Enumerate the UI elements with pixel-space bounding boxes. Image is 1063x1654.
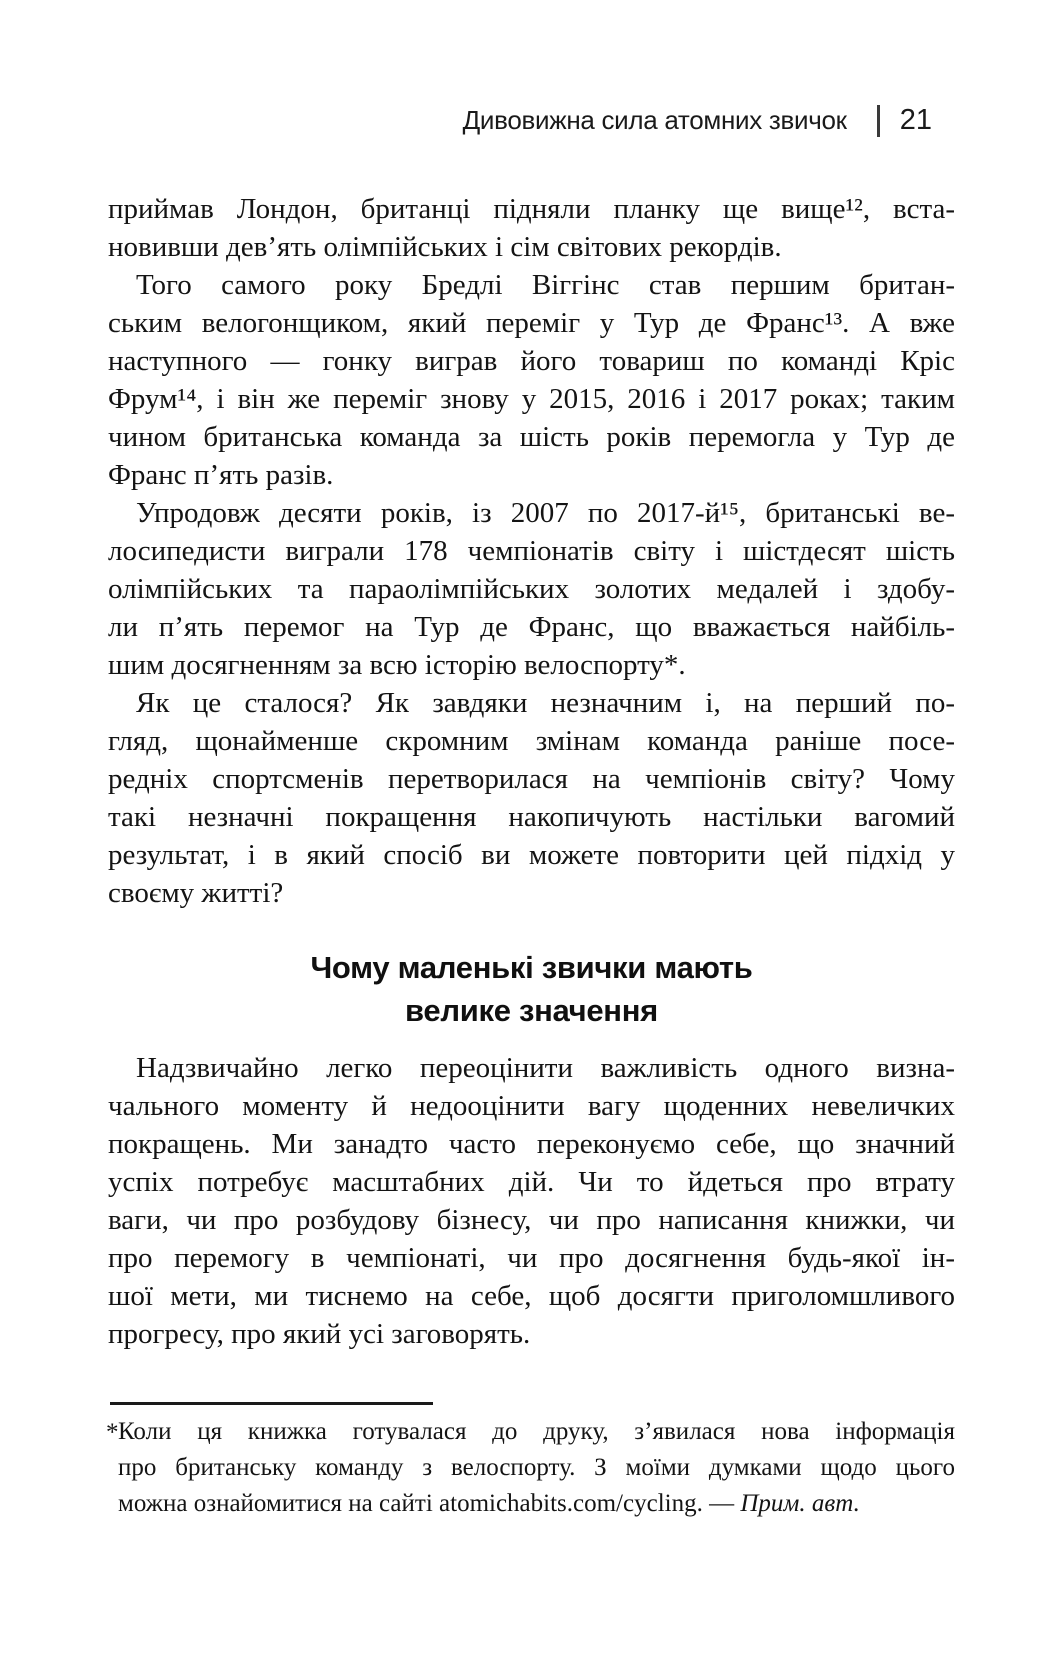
text-line: такі незначні покращення накопичують настільки вагомий xyxy=(108,801,955,833)
footnote-line xyxy=(118,1486,955,1522)
text-line: Фрум¹⁴, і він же переміг знову у 2015, 2016 і 2017 роках; таким xyxy=(108,383,955,415)
text-line: ським велогонщиком, який переміг у Тур де Франс¹³. А вже xyxy=(108,307,955,339)
text-line: новивши дев’ять олімпійських і сім світових рекордів. xyxy=(108,231,782,263)
text-line: про перемогу в чемпіонаті, чи про досягнення будь-якої ін- xyxy=(108,1242,955,1274)
text-line: лосипедисти виграли 178 чемпіонатів світу і шістдесят шість xyxy=(108,535,955,567)
text-line: покращень. Ми занадто часто переконуємо себе, що значний xyxy=(108,1128,955,1160)
text-line: Упродовж десяти років, із 2007 по 2017-й¹⁵, британські ве- xyxy=(136,497,955,529)
section-heading-line: велике значення xyxy=(405,993,658,1028)
paragraph xyxy=(108,190,955,266)
text-line: шої мети, ми тиснемо на себе, щоб досягти приголомшливого xyxy=(108,1280,955,1312)
text-line: ли п’ять перемог на Тур де Франс, що вважається найбіль- xyxy=(108,611,955,643)
text-line: успіх потребує масштабних дій. Чи то йдеться про втрату xyxy=(108,1166,955,1198)
footnote-body xyxy=(108,1414,955,1522)
paragraph xyxy=(108,1049,955,1353)
footnote-author-note: Прим. авт. xyxy=(740,1490,860,1517)
text-line: своєму житті? xyxy=(108,877,284,909)
text-line: олімпійських та параолімпійських золотих медалей і здобу- xyxy=(108,573,955,605)
page-number: 21 xyxy=(899,104,932,136)
running-head-title: Дивовижна сила атомних звичок xyxy=(462,105,847,135)
text-line: приймав Лондон, британці підняли планку ще вище¹², вста- xyxy=(108,193,955,225)
text-line: чином британська команда за шість років перемогла у Тур де xyxy=(108,421,955,453)
text-line: гляд, щонайменше скромним змінам команда раніше посе- xyxy=(108,725,955,757)
footnote-line: Коли ця книжка готувалася до друку, з’явилася нова інформація xyxy=(118,1418,955,1445)
footnote-link-text: можна ознайомитися на сайті atomichabits.com/cycling. — xyxy=(118,1490,741,1517)
paragraph xyxy=(108,684,955,912)
footnote-marker: * xyxy=(106,1419,119,1446)
footnote-line: про британську команду з велоспорту. З моїми думками щодо цього xyxy=(118,1454,955,1481)
text-line: ваги, чи про розбудову бізнесу, чи про написання книжки, чи xyxy=(108,1204,955,1236)
text-line: редніх спортсменів перетворилася на чемпіонів світу? Чому xyxy=(108,763,955,795)
text-line: наступного — гонку виграв його товариш по команді Кріс xyxy=(108,345,955,377)
section-heading xyxy=(108,946,955,1032)
text-line: Того самого року Бредлі Віггінс став першим британ- xyxy=(136,269,955,301)
text-line: прогресу, про який усі заговорять. xyxy=(108,1318,531,1350)
text-line: Франс п’ять разів. xyxy=(108,459,334,491)
section-heading-line: Чому маленькі звички мають xyxy=(310,950,753,985)
footnote xyxy=(108,1402,955,1522)
running-head-divider xyxy=(877,105,880,137)
footnote-rule xyxy=(110,1402,433,1405)
paragraph xyxy=(108,494,955,684)
text-line: шим досягненням за всю історію велоспорту*. xyxy=(108,649,686,681)
paragraph xyxy=(108,266,955,494)
text-line: чального моменту й недооцінити вагу щоденних невеличких xyxy=(108,1090,955,1122)
page-body xyxy=(108,190,955,1522)
running-head xyxy=(463,104,932,137)
text-line: результат, і в який спосіб ви можете повторити цей підхід у xyxy=(108,839,955,871)
text-line: Як це сталося? Як завдяки незначним і, на перший по- xyxy=(136,687,955,719)
text-line: Надзвичайно легко переоцінити важливість одного визна- xyxy=(136,1052,955,1084)
